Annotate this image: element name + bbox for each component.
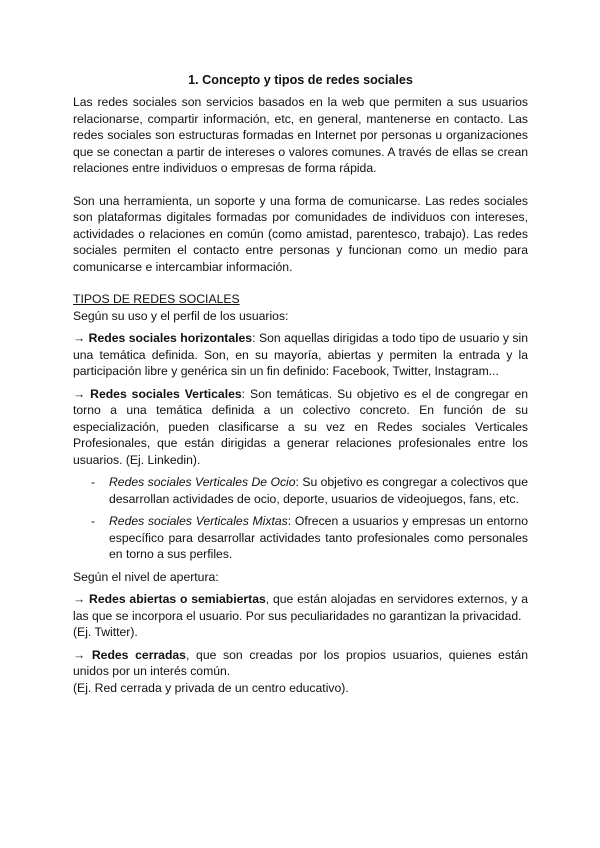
intro-paragraph-1: Las redes sociales son servicios basados en la web que permiten a sus usuarios relacionarse, compartir información, etc, en general, mantenerse en contacto. Las redes sociales son estructuras formadas en Internet por personas u organizaciones que se conectan a partir de intereses o valores comunes. A través de ellas se crean relaciones entre individuos o empresas de forma rápida. <box>73 95 528 175</box>
closed-networks-paragraph <box>73 647 528 680</box>
by-use-intro: Según su uso y el perfil de los usuarios: <box>73 308 289 323</box>
arrow-icon: → <box>73 647 86 662</box>
open-networks-term: Redes abiertas o semiabiertas <box>89 592 266 606</box>
bullet-item-ocio <box>73 474 528 507</box>
arrow-icon: → <box>73 331 86 345</box>
bullet-dash: - <box>91 475 96 489</box>
arrow-icon: → <box>73 592 86 606</box>
open-networks-example: (Ej. Twitter). <box>73 625 138 639</box>
horizontal-networks-term: Redes sociales horizontales <box>88 331 253 345</box>
bullet-text: : Ofrecen a usuarios y empresas un entorno específico para desarrollar actividades tanto profesionales como personales en torno a sus perfiles. <box>109 514 528 561</box>
closed-networks-text: , que son creadas por los propios usuarios, quienes están unidos por un interés común. <box>73 647 528 678</box>
arrow-icon: → <box>73 386 86 401</box>
by-openness-intro: Según el nivel de apertura: <box>73 569 219 584</box>
horizontal-networks-paragraph <box>73 330 528 380</box>
vertical-networks-paragraph <box>73 386 528 469</box>
vertical-networks-text: : Son temáticas. Su objetivo es el de congregar en torno a una temática definida a un colectivo concreto. En función de su especialización, pueden clasificarse a su vez en Redes sociales Verticales Profesionales, que están dirigidas a generar relaciones profesionales entre los usuarios. (Ej. Linkedin). <box>73 386 528 467</box>
closed-networks-example: (Ej. Red cerrada y privada de un centro educativo). <box>73 680 349 695</box>
spacer <box>73 275 528 291</box>
open-networks-paragraph <box>73 591 528 624</box>
bullet-term: Redes sociales Verticales Mixtas <box>109 514 288 528</box>
vertical-networks-term: Redes sociales Verticales <box>90 386 242 401</box>
bullet-term: Redes sociales Verticales De Ocio <box>109 475 296 489</box>
section-heading: TIPOS DE REDES SOCIALES <box>73 292 240 306</box>
spacer <box>73 177 528 193</box>
document-page <box>73 72 528 696</box>
bullet-dash: - <box>91 514 96 528</box>
horizontal-networks-text: : Son aquellas dirigidas a todo tipo de usuario y sin una temática definida. Son, en su mayoría, abiertas y permiten la entrada y la participación libre y genérica sin un fin definido: Facebook, Twitter, Instagram... <box>73 331 529 378</box>
bullet-text: : Su objetivo es congregar a colectivos que desarrollan actividades de ocio, deporte, usuarios de videojuegos, fans, etc. <box>109 475 528 506</box>
closed-networks-term: Redes cerradas <box>91 647 186 662</box>
intro-paragraph-2: Son una herramienta, un soporte y una forma de comunicarse. Las redes sociales son plataformas digitales formadas por comunidades de individuos con intereses, actividades o relaciones en común (como amistad, parentesco, trabajo). Las redes sociales permiten el contacto entre personas y funcionan como un medio para comunicarse e intercambiar información. <box>73 193 528 274</box>
open-networks-text: , que están alojadas en servidores externos, y a las que se incorpora el usuario. Por sus peculiaridades no garantizan la privacidad. <box>73 592 529 623</box>
bullet-item-mixtas <box>73 513 528 563</box>
document-title: 1. Concepto y tipos de redes sociales <box>188 73 413 87</box>
